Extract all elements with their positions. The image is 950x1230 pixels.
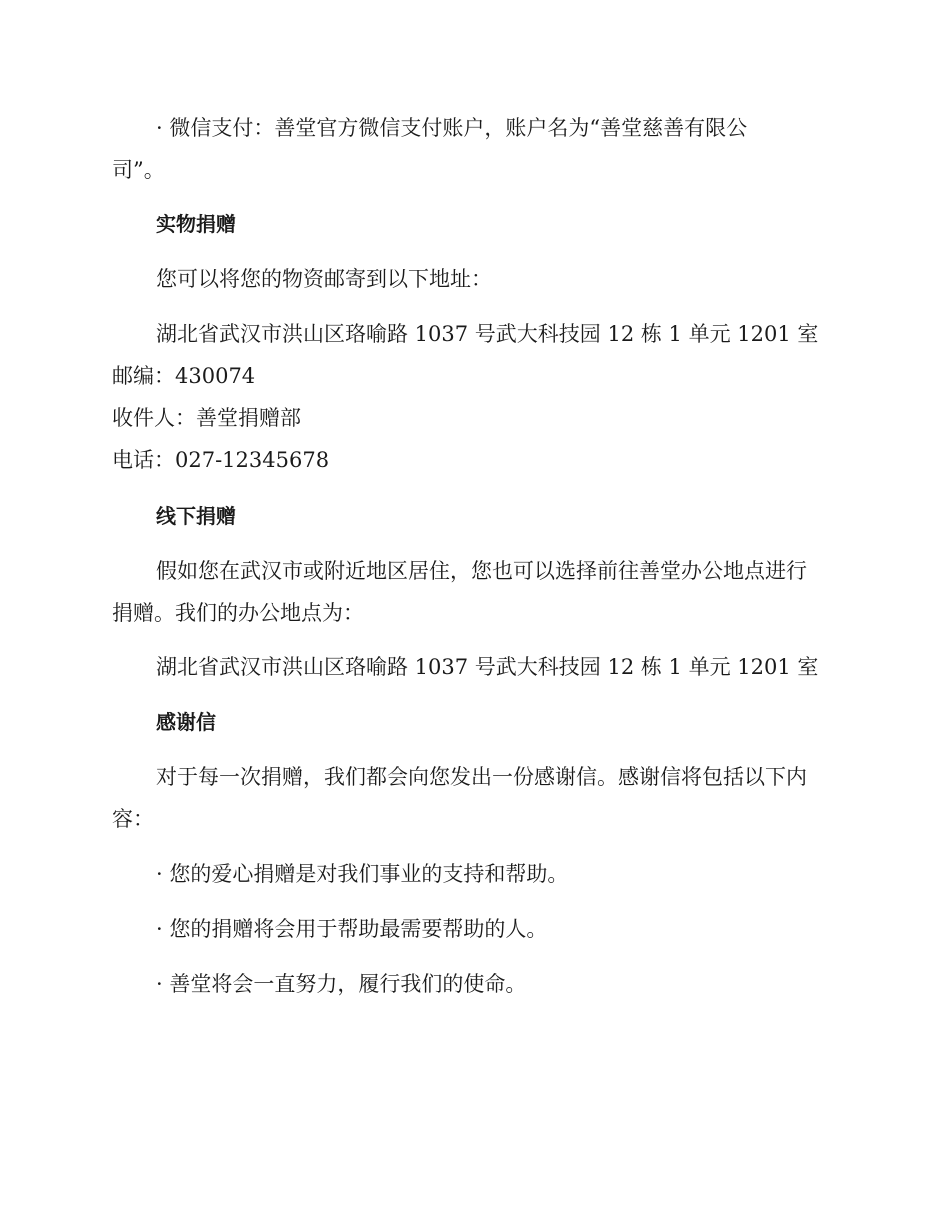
offline-address: 湖北省武汉市洪山区珞喻路 1037 号武大科技园 12 栋 1 单元 1201 室 <box>156 655 819 679</box>
recipient: 收件人：善堂捐赠部 <box>112 406 301 430</box>
offline-paragraph-line-1: 假如您在武汉市或附近地区居住，您也可以选择前往善堂办公地点进行 <box>156 559 807 583</box>
thanks-paragraph-line-1: 对于每一次捐赠，我们都会向您发出一份感谢信。感谢信将包括以下内 <box>156 765 807 789</box>
offline-paragraph-line-2: 捐赠。我们的办公地点为： <box>112 601 364 625</box>
wechat-pay-line-2: 司”。 <box>112 158 165 182</box>
heading-thank-you-letter: 感谢信 <box>156 710 216 734</box>
phone: 电话：027-12345678 <box>112 448 330 472</box>
thanks-paragraph-line-2: 容： <box>112 807 154 831</box>
list-item: · 您的捐赠将会用于帮助最需要帮助的人。 <box>156 917 548 941</box>
wechat-pay-line-1: · 微信支付：善堂官方微信支付账户，账户名为“善堂慈善有限公 <box>156 116 748 140</box>
list-item: · 善堂将会一直努力，履行我们的使命。 <box>156 972 527 996</box>
physical-address: 湖北省武汉市洪山区珞喻路 1037 号武大科技园 12 栋 1 单元 1201 室 <box>156 322 819 346</box>
list-item: · 您的爱心捐赠是对我们事业的支持和帮助。 <box>156 862 569 886</box>
postcode: 邮编：430074 <box>112 364 256 388</box>
heading-offline-donation: 线下捐赠 <box>156 504 236 528</box>
physical-intro: 您可以将您的物资邮寄到以下地址： <box>156 267 492 291</box>
heading-physical-donation: 实物捐赠 <box>156 212 236 236</box>
